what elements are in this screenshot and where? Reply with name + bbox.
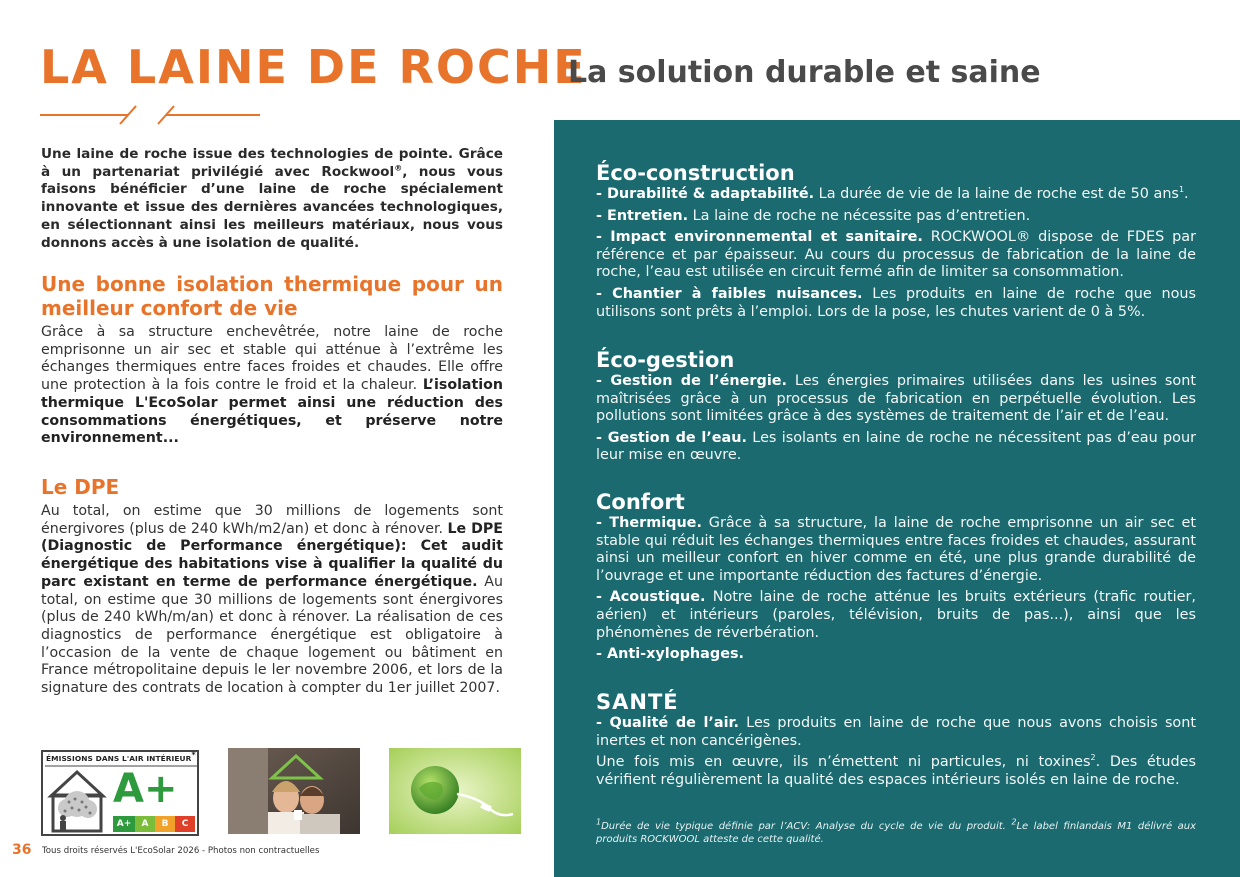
couple-photo (228, 748, 360, 834)
dpe-heading: Le DPE (41, 475, 120, 499)
scale-c: C (175, 816, 195, 832)
eco-construction-section (596, 160, 1196, 321)
eco-construction-item: - Chantier à faibles nuisances. Les produits en laine de roche que nous utilisons sont prêts à l’emploi. Lors de la pose, les chutes varient de 0 à 5%. (596, 285, 1196, 320)
scale-b: B (155, 816, 175, 832)
confort-heading: Confort (596, 490, 685, 514)
eco-gestion-section (596, 347, 1196, 465)
emissions-grade: A+ (113, 766, 178, 812)
eco-construction-item: - Impact environnemental et sanitaire. ROCKWOOL® dispose de FDES par référence et par épaisseur. Au cours du processus de fabrication de la laine de roche, l’eau est utilisée en circuit fermé afin de limiter sa consommation. (596, 229, 1196, 281)
eco-gestion-item: - Gestion de l’eau. Les isolants en laine de roche ne nécessitent pas d’eau pour leur mise en œuvre. (596, 429, 1196, 464)
page-subtitle: La solution durable et saine (568, 55, 1041, 90)
isolation-paragraph: Grâce à sa structure enchevêtrée, notre laine de roche emprisonne un air sec et stable qui atténue à l’extrême les échanges thermiques entre faces froides et chaudes. Elle offre une protection à la fois contre le froid et la chaleur. L’isolation thermique L'EcoSolar permet ainsi une réduction des consommations énergétiques, et préserve notre environnement... (41, 324, 503, 447)
isolation-heading: Une bonne isolation thermique pour un meilleur confort de vie (41, 272, 503, 320)
confort-item: - Anti-xylophages. (596, 646, 744, 663)
eco-gestion-heading: Éco-gestion (596, 348, 735, 372)
eco-construction-item: - Durabilité & adaptabilité. La durée de vie de la laine de roche est de 50 ans$^1$. (596, 185, 1189, 202)
sante-section (596, 689, 1196, 789)
confort-item: - Thermique. Grâce à sa structure, la laine de roche emprisonne un air sec et stable qui réduit les échanges thermiques entre faces froides et chaudes, assurant ainsi un meilleur confort en hiver comme en été, une plus grande durabilité de l’ouvrage et une importante réduction des factures d’énergie. (596, 515, 1196, 584)
emissions-scale (113, 816, 195, 832)
copyright-notice: Tous droits réservés L'EcoSolar 2026 - Photos non contractuelles (42, 846, 320, 856)
green-globe-photo (389, 748, 521, 834)
sante-item: - Qualité de l’air. Les produits en laine de roche que nous avons choisis sont inertes et non cancérigènes. (596, 715, 1197, 749)
scale-a: A (135, 816, 155, 832)
decorative-slash-lines (40, 100, 260, 130)
eco-construction-item: - Entretien. La laine de roche ne nécessite pas d’entretien. (596, 207, 1031, 224)
eco-construction-heading: Éco-construction (596, 161, 795, 185)
confort-item: - Acoustique. Notre laine de roche atténue les bruits extérieurs (trafic routier, aérien) et intérieurs (paroles, télévision, bruits de pas...), ainsi que les phénomènes de réverbération. (596, 589, 1196, 641)
emissions-label (41, 750, 199, 836)
scale-aplus: A+ (113, 816, 135, 832)
page-number: 36 (12, 842, 32, 858)
sante-paragraph: Une fois mis en œuvre, ils n’émettent ni particules, ni toxines$^2$. Des études vérifient régulièrement la qualité des espaces intérieurs isolés en laine de roche. (596, 753, 1196, 788)
eco-gestion-item: - Gestion de l’énergie. Les énergies primaires utilisées dans les usines sont maîtrisées grâce à un processus de fabrication en perpétuelle évolution. Les pollutions sont limitées grâce à des systèmes de traitement de l’air et de l’eau. (596, 373, 1196, 425)
sante-heading: SANTÉ (596, 690, 679, 714)
intro-paragraph: Une laine de roche issue des technologies de pointe. Grâce à un partenariat privilégié avec Rockwool®, nous vous faisons bénéficier d’une laine de roche spécialement innovante et issue des dernières avancées technologiques, en sélectionnant ainsi les meilleurs matériaux, nous vous donnons accès à une isolation de qualité. (41, 146, 503, 251)
dpe-paragraph: Au total, on estime que 30 millions de logements sont énergivores (plus de 240 kWh/m2/an) et donc à rénover. Le DPE (Diagnostic de Performance énergétique): Cet audit énergétique des habitations vise à qualifier la qualité du parc existant en terme de performance énergétique. Au total, on estime que 30 millions de logements sont énergivores (plus de 240 kWh/m/an) et donc à rénover. La réalisation de ces diagnostics de performance énergétique est obligatoire à l’occasion de la vente de chaque logement ou bâtiment en France métropolitaine depuis le ler novembre 2006, et lors de la signature des contrats de location à compter du 1er juillet 2007. (41, 503, 503, 697)
confort-section (596, 489, 1196, 664)
page-title: LA LAINE DE ROCHE (40, 40, 587, 94)
emissions-label-title: ÉMISSIONS DANS L'AIR INTÉRIEUR* (46, 750, 196, 763)
footnote: $^1$Durée de vie typique définie par l’ACV: Analyse du cycle de vie du produit. $^2$Le label finlandais M1 délivré aux produits ROCKWOOL atteste de cette qualité. (596, 817, 1196, 845)
